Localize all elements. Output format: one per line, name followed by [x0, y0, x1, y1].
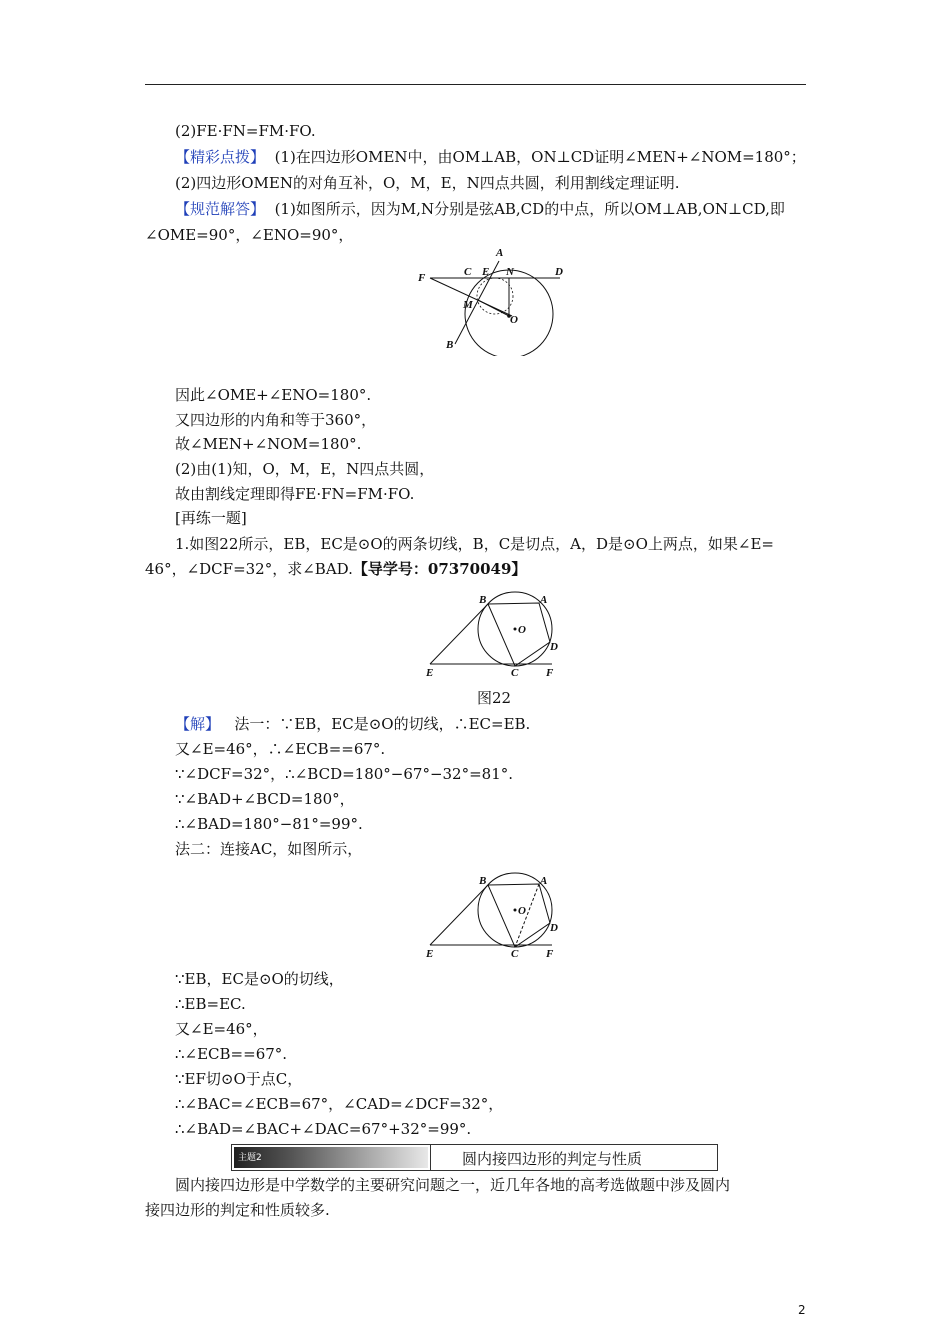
fig2-label-a: A [540, 594, 548, 606]
text-line: 又∠E=46°， [175, 1020, 268, 1038]
header-rule [145, 84, 806, 85]
topic-banner [231, 1144, 718, 1171]
fig3-label-b: B [479, 875, 487, 887]
fig2-label-o: O [518, 624, 526, 636]
jie-label: 【解】 [175, 715, 221, 733]
fig1-label-e: E [482, 266, 490, 278]
text-line: 接四边形的判定和性质较多. [145, 1201, 330, 1219]
text-line: 又四边形的内角和等于360°， [175, 411, 377, 429]
fig2-label-e: E [426, 667, 434, 679]
text-line: 故由割线定理即得FE·FN=FM·FO. [175, 485, 415, 503]
topic-tag-label: 主题2 [238, 1153, 262, 1163]
fig3-label-c: C [511, 948, 519, 960]
text-span: 46°，∠DCF=32°，求∠BAD. [145, 560, 353, 578]
text-line: ∵∠BAD+∠BCD=180°， [175, 790, 355, 808]
text-line [175, 714, 530, 734]
text-span: (1)在四边形OMEN中，由OM⊥AB，ON⊥CD证明∠MEN+∠NOM=180°； [274, 148, 806, 166]
figure-caption: 图22 [477, 689, 512, 707]
fig3-label-o: O [518, 905, 526, 917]
text-line: 1.如图22所示，EB，EC是⊙O的两条切线，B，C是切点，A，D是⊙O上两点，如果∠E= [175, 535, 774, 553]
text-line [145, 559, 526, 579]
fig2-label-d: D [550, 641, 558, 653]
text-line: 圆内接四边形是中学数学的主要研究问题之一，近几年各地的高考选做题中涉及圆内 [175, 1176, 731, 1194]
page-number: 2 [798, 1303, 806, 1317]
fig1-label-d: D [555, 266, 563, 278]
text-line: ∴∠BAD=∠BAC+∠DAC=67°+32°=99°. [175, 1120, 472, 1138]
figure-3-diagram [422, 870, 562, 962]
text-span: 法一：∵EB，EC是⊙O的切线，∴EC=EB. [234, 715, 531, 733]
text-line: (2)FE·FN=FM·FO. [175, 122, 316, 140]
fig1-label-a: A [496, 247, 504, 259]
text-line: 法二：连接AC，如图所示， [175, 840, 363, 858]
text-line: ∴∠BAD=180°−81°=99°. [175, 815, 363, 833]
text-line: ∴∠BAC=∠ECB=67°，∠CAD=∠DCF=32°， [175, 1095, 504, 1113]
text-line: 又∠E=46°，∴∠ECB==67°. [175, 740, 386, 758]
fig1-label-m: M [463, 299, 473, 311]
topic-title: 圆内接四边形的判定与性质 [462, 1150, 643, 1168]
daoxue-label: 【导学号：07370049】 [352, 560, 527, 578]
text-span: (1)如图所示，因为M,N分别是弦AB,CD的中点，所以OM⊥AB,ON⊥CD,即 [274, 200, 785, 218]
guifan-label: 【规范解答】 [175, 200, 266, 218]
text-line: 因此∠OME+∠ENO=180°. [175, 386, 372, 404]
fig3-label-f: F [546, 948, 554, 960]
figure-2-diagram [422, 589, 562, 681]
fig1-label-n: N [506, 266, 514, 278]
text-line: (2)四边形OMEN的对角互补，O，M，E，N四点共圆，利用割线定理证明. [175, 174, 680, 192]
fig3-label-a: A [540, 875, 548, 887]
text-line: ∴EB=EC. [175, 995, 246, 1013]
fig2-label-f: F [546, 667, 554, 679]
text-line: ∵EB，EC是⊙O的切线， [175, 970, 344, 988]
fig1-label-o: O [510, 314, 518, 326]
text-line: (2)由(1)知，O，M，E，N四点共圆， [175, 460, 435, 478]
fig3-label-e: E [426, 948, 434, 960]
text-line: 故∠MEN+∠NOM=180°. [175, 435, 362, 453]
text-line [175, 199, 785, 219]
text-line: [再练一题] [175, 509, 247, 527]
text-line: ∴∠ECB==67°. [175, 1045, 288, 1063]
fig1-label-f: F [418, 272, 426, 284]
text-line: ∵EF切⊙O于点C， [175, 1070, 303, 1088]
fig1-label-c: C [464, 266, 472, 278]
text-line [175, 147, 806, 167]
fig1-label-b: B [446, 339, 454, 351]
fig2-label-b: B [479, 594, 487, 606]
jingcai-label: 【精彩点拨】 [175, 148, 266, 166]
fig2-label-c: C [511, 667, 519, 679]
text-line: ∠OME=90°，∠ENO=90°， [145, 226, 354, 244]
figure-1-diagram [412, 244, 572, 356]
fig3-label-d: D [550, 922, 558, 934]
topic-tag [234, 1147, 428, 1168]
topic-separator [430, 1145, 431, 1170]
text-line: ∵∠DCF=32°，∴∠BCD=180°−67°−32°=81°. [175, 765, 514, 783]
